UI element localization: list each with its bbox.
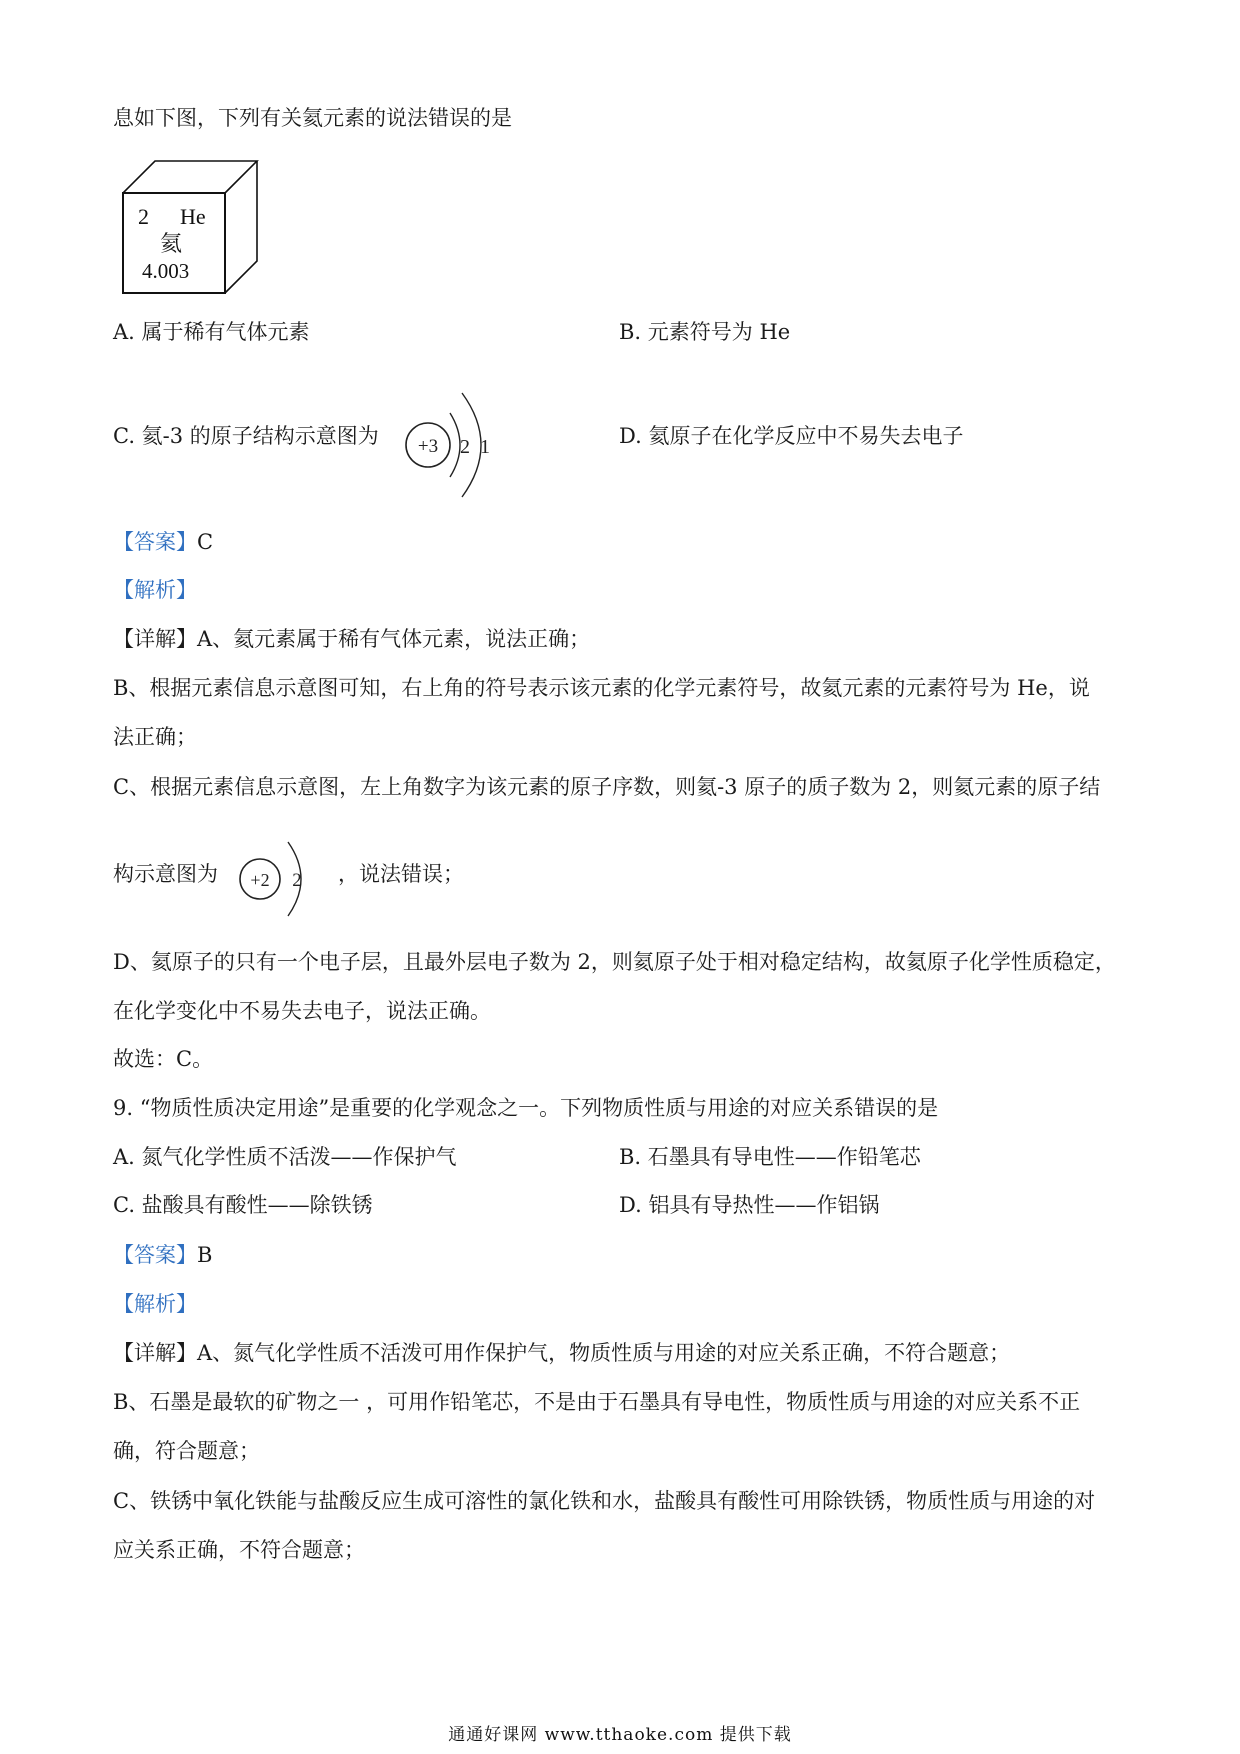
q9-detail-tag: 【详解】 — [113, 1341, 197, 1365]
detail-c-nucleus: +2 — [250, 870, 270, 890]
q8-option-c: C. 氦-3 的原子结构示意图为 — [113, 424, 379, 448]
q9-option-d: D. 铝具有导热性——作铝锅 — [619, 1193, 880, 1217]
detail-c-shell-1: 2 — [292, 870, 302, 891]
q8-detail-a: 【详解】A、氦元素属于稀有气体元素，说法正确； — [113, 627, 591, 651]
element-symbol: He — [180, 204, 206, 229]
q8-analysis-tag: 【解析】 — [113, 578, 197, 602]
q8-option-a: A. 属于稀有气体元素 — [113, 320, 310, 344]
element-info-card — [120, 158, 270, 298]
q9-option-a: A. 氮气化学性质不活泼——作保护气 — [113, 1145, 457, 1169]
q8-answer-value: C — [197, 530, 214, 554]
q8-conclusion: 故选：C。 — [113, 1047, 214, 1071]
detail-c-atom-diagram — [236, 838, 316, 918]
q8-answer — [113, 530, 213, 555]
q9-detail-c-line1: C、铁锈中氧化铁能与盐酸反应生成可溶性的氯化铁和水，盐酸具有酸性可用除铁锈，物质性质与用途的对 — [113, 1489, 1096, 1513]
element-atomic-number: 2 — [138, 204, 149, 229]
element-mass: 4.003 — [142, 259, 190, 283]
q8-option-d: D. 氦原子在化学反应中不易失去电子 — [619, 424, 964, 448]
q8-detail-b-line1: B、根据元素信息示意图可知，右上角的符号表示该元素的化学元素符号，故氦元素的元素符号为 He，说 — [113, 676, 1090, 700]
q8-detail-c-line1: C、根据元素信息示意图，左上角数字为该元素的原子序数，则氦-3 原子的质子数为 2，则氦元素的原子结 — [113, 775, 1101, 799]
q8-detail-c-line2-pre: 构示意图为 — [113, 862, 218, 886]
question-9-stem: 9. “物质性质决定用途”是重要的化学观念之一。下列物质性质与用途的对应关系错误的是 — [113, 1096, 939, 1120]
q9-detail-b-line2: 确，符合题意； — [113, 1439, 260, 1463]
q8-option-b: B. 元素符号为 He — [619, 320, 791, 344]
q9-answer-value: B — [197, 1243, 213, 1267]
q8-detail-d-line2: 在化学变化中不易失去电子，说法正确。 — [113, 999, 491, 1023]
q8-detail-c-line2-post: ，说法错误； — [338, 862, 464, 886]
q9-answer — [113, 1243, 212, 1268]
q8-detail-d-line1: D、氦原子的只有一个电子层，且最外层电子数为 2，则氦原子处于相对稳定结构，故氦原子化学性质稳定， — [113, 950, 1116, 974]
q8-detail-tag: 【详解】 — [113, 627, 197, 651]
q8-detail-b-line2: 法正确； — [113, 725, 197, 749]
element-name: 氦 — [160, 231, 183, 256]
q9-option-c: C. 盐酸具有酸性——除铁锈 — [113, 1193, 373, 1217]
question-8-stem: 息如下图，下列有关氦元素的说法错误的是 — [113, 106, 512, 130]
q9-detail-b-line1: B、石墨是最软的矿物之一 ，可用作铅笔芯，不是由于石墨具有导电性，物质性质与用途的对应关系不正 — [113, 1390, 1081, 1414]
option-c-atom-diagram — [400, 385, 510, 500]
option-c-shell-2: 1 — [480, 436, 490, 458]
q9-answer-tag: 【答案】 — [113, 1243, 197, 1267]
page-footer: 通通好课网 www.tthaoke.com 提供下载 — [448, 1725, 792, 1745]
q8-answer-tag: 【答案】 — [113, 530, 197, 554]
option-c-nucleus: +3 — [417, 436, 439, 457]
q9-option-b: B. 石墨具有导电性——作铅笔芯 — [619, 1145, 921, 1169]
q9-detail-c-line2: 应关系正确，不符合题意； — [113, 1538, 365, 1562]
option-c-shell-1: 2 — [460, 436, 470, 458]
q9-analysis-tag: 【解析】 — [113, 1292, 197, 1316]
q9-detail-a: 【详解】A、氮气化学性质不活泼可用作保护气，物质性质与用途的对应关系正确，不符合题意； — [113, 1341, 1011, 1365]
